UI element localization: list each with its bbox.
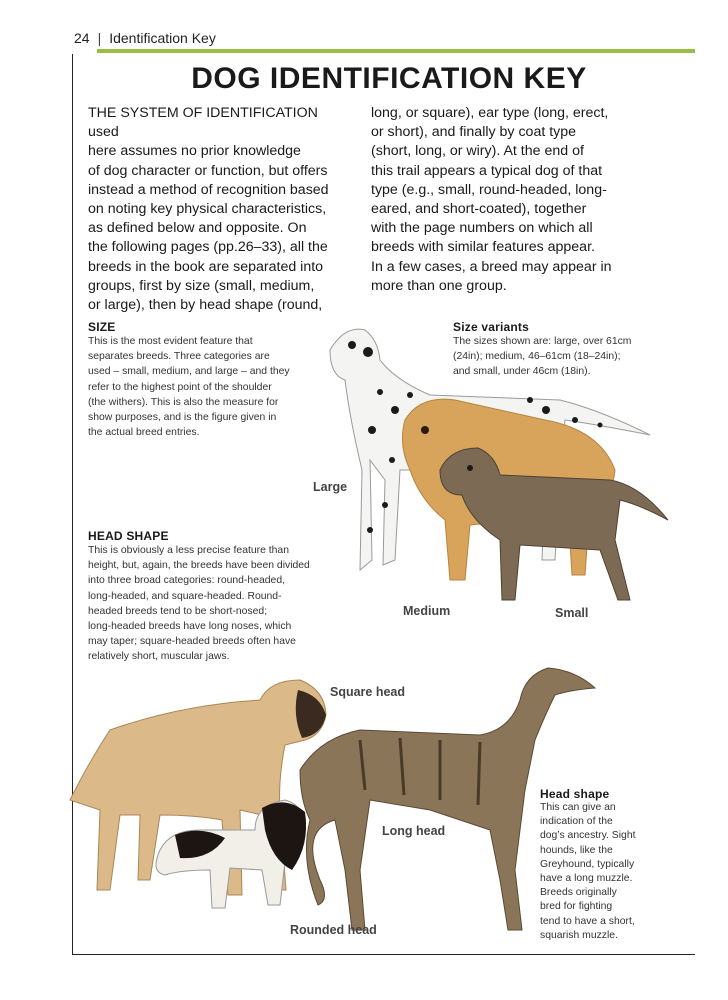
size-section <box>88 320 320 440</box>
text-line: This can give an <box>540 802 616 813</box>
head-shape-note-description <box>540 801 690 943</box>
size-title: SIZE <box>88 320 116 334</box>
text-line: refer to the highest point of the shoulder <box>88 381 272 393</box>
size-variants-title: Size variants <box>453 320 529 334</box>
text-line: bred for fighting <box>540 901 613 913</box>
text-line: separates breeds. Three categories are <box>88 351 270 363</box>
caption-medium: Medium <box>403 604 451 618</box>
intro-line: more than one group. <box>371 277 507 294</box>
text-line: indication of the <box>540 816 613 828</box>
text-line: dog’s ancestry. Sight <box>540 830 636 842</box>
text-line: and small, under 46cm (18in). <box>453 366 591 378</box>
page-number: 24 <box>74 30 90 46</box>
text-line: used – small, medium, and large – and they <box>88 366 290 378</box>
intro-lead: THE SYSTEM OF IDENTIFICATION <box>88 105 318 121</box>
text-line: show purposes, and is the figure given in <box>88 412 277 424</box>
text-line: height, but, again, the breeds have been divided <box>88 560 310 572</box>
caption-square-head: Square head <box>330 685 406 699</box>
caption-rounded-head: Rounded head <box>290 923 377 937</box>
intro-line: of dog character or function, but offers <box>88 162 328 179</box>
intro-line: or large), then by head shape (round, <box>88 297 323 314</box>
intro-line: with the page numbers on which all <box>371 220 593 237</box>
caption-large: Large <box>313 480 348 494</box>
intro-line: on noting key physical characteristics, <box>88 201 327 218</box>
text-line: have a long muzzle. <box>540 873 633 885</box>
intro-line: type (e.g., small, round-headed, long- <box>371 181 607 198</box>
text-line: This is obviously a less precise feature than <box>88 545 289 556</box>
head-shape-note <box>540 787 690 943</box>
intro-line: or short), and finally by coat type <box>371 124 577 141</box>
section-title: Identification Key <box>109 30 216 46</box>
text-line: long-headed breeds have long noses, which <box>88 621 292 633</box>
text-line: This is the most evident feature that <box>88 336 253 347</box>
head-shape-note-title: Head shape <box>540 787 610 801</box>
intro-line: as defined below and opposite. On <box>88 220 307 237</box>
intro-line: instead a method of recognition based <box>88 181 329 198</box>
text-line: may taper; square-headed breeds often have <box>88 636 296 648</box>
text-line: Breeds originally <box>540 887 617 899</box>
text-line: headed breeds tend to be short-nosed; <box>88 605 268 617</box>
size-description <box>88 334 320 440</box>
text-line: the actual breed entries. <box>88 427 200 439</box>
intro-line: here assumes no prior knowledge <box>88 143 301 160</box>
text-line: Greyhound, typically <box>540 858 635 870</box>
intro-line: long, or square), ear type (long, erect, <box>371 105 609 121</box>
text-line: hounds, like the <box>540 844 613 856</box>
intro-line: this trail appears a typical dog of that <box>371 162 603 179</box>
text-line: tend to have a short, <box>540 915 635 927</box>
caption-long-head: Long head <box>382 824 446 838</box>
intro-line: breeds in the book are separated into <box>88 258 324 275</box>
text-line: (24in); medium, 46–61cm (18–24in); <box>453 351 621 363</box>
size-variants-description <box>453 334 693 380</box>
text-line: relatively short, muscular jaws. <box>88 651 230 663</box>
intro-line: In a few cases, a breed may appear in <box>371 258 612 275</box>
intro-line: eared, and short-coated), together <box>371 201 587 218</box>
head-shape-description <box>88 543 348 665</box>
head-shape-section <box>88 529 348 665</box>
text-line: long-headed, and square-headed. Round- <box>88 590 282 602</box>
size-variants-note <box>453 320 693 380</box>
caption-small: Small <box>555 606 589 620</box>
text-line: squarish muzzle. <box>540 929 618 941</box>
text-line: (the withers). This is also the measure for <box>88 396 279 408</box>
intro-line-text: used <box>88 124 119 141</box>
page-title: DOG IDENTIFICATION KEY <box>191 62 587 95</box>
text-line: into three broad categories: round-headed, <box>88 575 285 587</box>
head-shape-title: HEAD SHAPE <box>88 529 169 543</box>
intro-line: breeds with similar features appear. <box>371 239 595 256</box>
intro-line: the following pages (pp.26–33), all the <box>88 239 328 256</box>
intro-line: groups, first by size (small, medium, <box>88 277 315 294</box>
intro-line: (short, long, or wiry). At the end of <box>371 143 584 160</box>
header-separator: | <box>97 30 102 46</box>
text-line: The sizes shown are: large, over 61cm <box>453 336 632 347</box>
